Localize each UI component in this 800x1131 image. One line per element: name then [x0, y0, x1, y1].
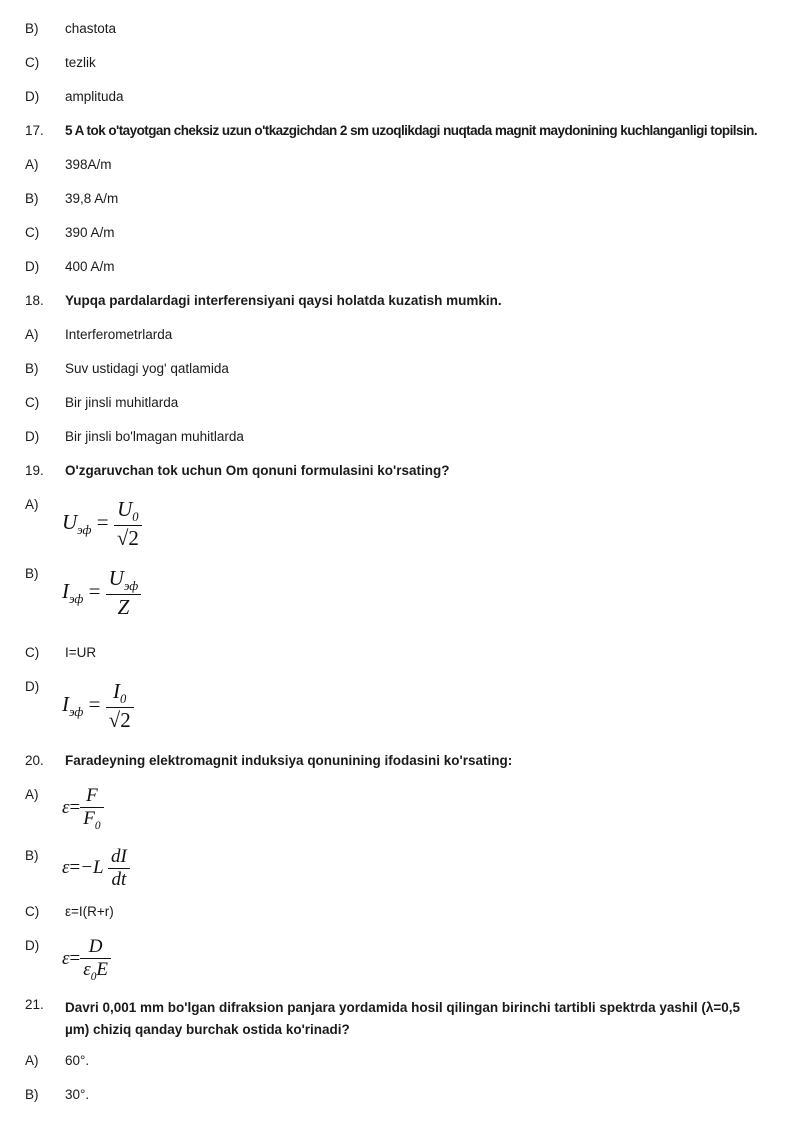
option-label: B) — [25, 566, 39, 581]
option-label: A) — [25, 497, 39, 512]
denominator-subscript: 0 — [90, 970, 97, 983]
option-text: 400 A/m — [65, 259, 115, 274]
denominator: Z — [106, 594, 142, 620]
formula: ε= $\frac{F}{F_0}$ — [62, 785, 104, 832]
option-label: B) — [25, 21, 39, 36]
numerator: dI — [111, 846, 127, 867]
fraction — [80, 936, 111, 983]
denominator: dt — [108, 868, 130, 891]
option-text: Interferometrlarda — [65, 327, 173, 342]
option-label: B) — [25, 361, 39, 376]
option-text: Bir jinsli muhitlarda — [65, 395, 179, 410]
denominator: √2 — [114, 525, 142, 551]
option-label: D) — [25, 429, 40, 444]
formula-lhs-subscript: эф — [69, 705, 84, 720]
formula-lhs-subscript: эф — [77, 523, 92, 538]
option-label: D) — [25, 89, 40, 104]
denominator: ε — [83, 959, 91, 980]
option-label: D) — [25, 259, 40, 274]
denominator: √2 — [106, 707, 134, 733]
option-text: ε=I(R+r) — [65, 904, 114, 919]
option-label: A) — [25, 327, 39, 342]
fraction — [80, 785, 103, 832]
formula-lhs: ε — [62, 856, 70, 878]
numerator: F — [86, 785, 98, 806]
option-text: Bir jinsli bo'lmagan muhitlarda — [65, 429, 244, 444]
formula-lhs: I — [62, 578, 69, 603]
question-text: Faradeyning elektromagnit induksiya qonunining ifodasini ko'rsating: — [65, 753, 513, 768]
numerator: U — [108, 566, 124, 590]
option-label: A) — [25, 157, 39, 172]
fraction — [108, 846, 130, 891]
option-label: C) — [25, 645, 40, 660]
formula: $U_{эф}$ = $\frac{U_0}{√2}$ — [62, 497, 142, 551]
option-label: C) — [25, 904, 40, 919]
option-label: B) — [25, 848, 39, 863]
option-label: A) — [25, 1053, 39, 1068]
formula-lhs: U — [62, 509, 78, 534]
numerator: D — [88, 936, 103, 957]
question-number: 17. — [25, 123, 44, 138]
option-label: B) — [25, 1087, 39, 1102]
formula-lhs: ε — [62, 796, 70, 818]
formula-lhs-subscript: эф — [69, 592, 84, 607]
option-text: 30°. — [65, 1087, 90, 1102]
option-label: D) — [25, 938, 40, 953]
question-text: Yupqa pardalardagi interferensiyani qaysi holatda kuzatish mumkin. — [65, 293, 502, 308]
option-text: 60°. — [65, 1053, 90, 1068]
option-text: 390 A/m — [65, 225, 115, 240]
formula: $I_{эф}$ = $\frac{U_{эф}}{Z}$ — [62, 566, 141, 620]
option-text: amplituda — [65, 89, 124, 104]
formula: ε= $\frac{D}{\varepsilon_0E}$ — [62, 936, 111, 983]
fraction — [114, 497, 142, 551]
denominator-tail: E — [96, 959, 109, 980]
numerator: U — [117, 497, 133, 521]
numerator-subscript: эф — [123, 579, 139, 594]
numerator-subscript: 0 — [120, 692, 127, 707]
question-text: O'zgaruvchan tok uchun Om qonuni formulasini ko'rsating? — [65, 463, 450, 478]
fraction — [106, 679, 134, 733]
option-label: A) — [25, 787, 39, 802]
option-text: 398A/m — [65, 157, 112, 172]
numerator-subscript: 0 — [132, 510, 139, 525]
denominator-subscript: 0 — [94, 819, 101, 832]
formula-lhs: ε — [62, 947, 70, 969]
option-label: C) — [25, 225, 40, 240]
option-text: Suv ustidagi yog' qatlamida — [65, 361, 229, 376]
option-text: 39,8 A/m — [65, 191, 119, 206]
question-number: 20. — [25, 753, 44, 768]
formula-lhs: I — [62, 691, 69, 716]
option-label: D) — [25, 679, 40, 694]
question-text: 5 A tok o'tayotgan cheksiz uzun o'tkazgichdan 2 sm uzoqlikdagi nuqtada magnit maydonining kuchlanganligi topilsin. — [65, 123, 758, 138]
question-number: 18. — [25, 293, 44, 308]
option-label: C) — [25, 395, 40, 410]
formula-prefix: −L — [80, 856, 104, 878]
option-label: C) — [25, 55, 40, 70]
numerator: I — [113, 679, 121, 703]
option-text: I=UR — [65, 645, 97, 660]
option-label: B) — [25, 191, 39, 206]
question-number: 19. — [25, 463, 44, 478]
fraction — [106, 566, 142, 620]
formula: ε=−L $\frac{dI}{dt}$ — [62, 846, 130, 891]
formula: $I_{эф}$ = $\frac{I_0}{√2}$ — [62, 679, 134, 733]
question-number: 21. — [25, 997, 44, 1012]
option-text: tezlik — [65, 55, 96, 70]
denominator: F — [83, 808, 95, 829]
option-text: chastota — [65, 21, 117, 36]
question-text: Davri 0,001 mm bo'lgan difraksion panjara yordamida hosil qilingan birinchi tartibli spektrda yashil (λ=0,5 µm) chiziq qanday burchak ostida ko'rinadi? — [65, 1000, 741, 1037]
